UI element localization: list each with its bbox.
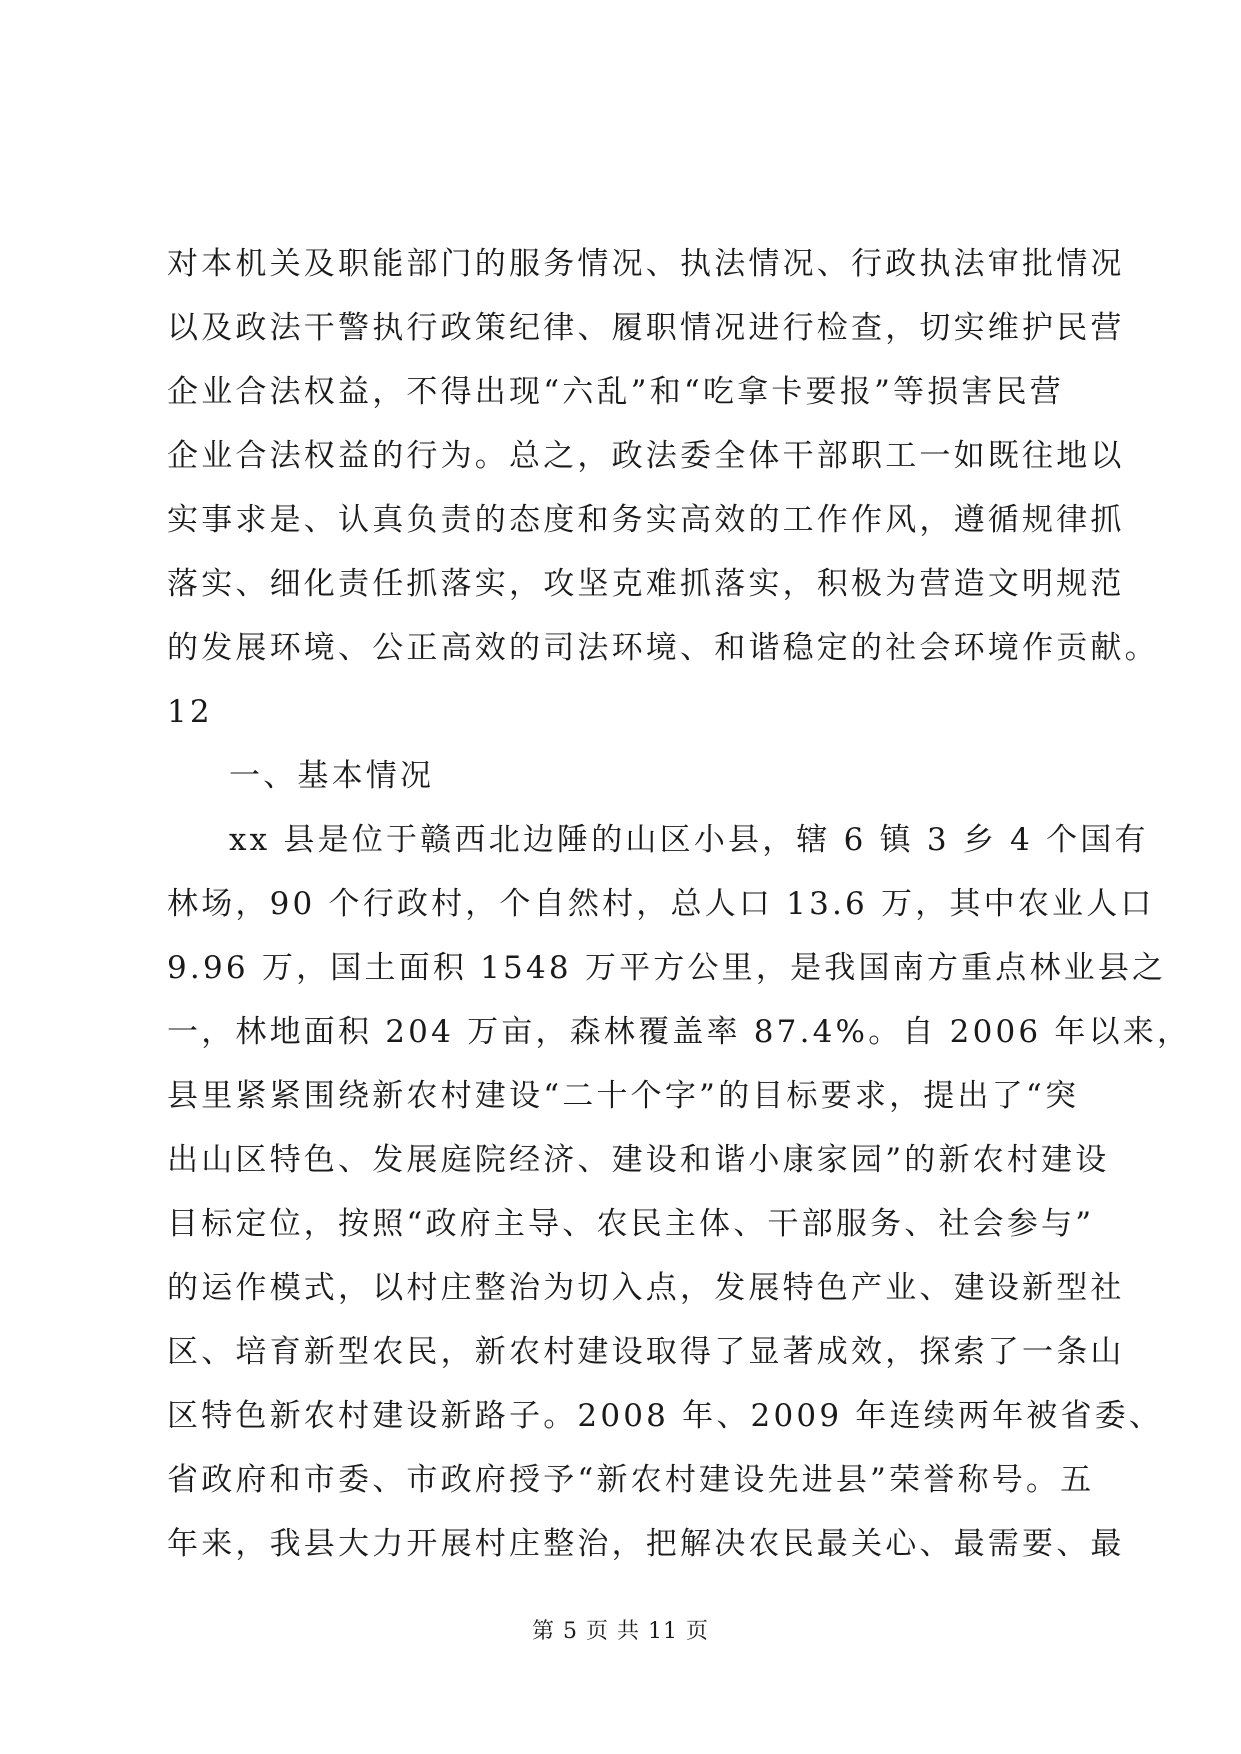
text-line: 县里紧紧围绕新农村建设“二十个字”的目标要求，提出了“突 [167, 1078, 1080, 1114]
section-heading: 一、基本情况 [229, 758, 435, 794]
text-line: xx 县是位于赣西北边陲的山区小县，辖 6 镇 3 乡 4 个国有 [229, 822, 1149, 858]
text-line: 林场，90 个行政村，个自然村，总人口 13.6 万，其中农业人口 [167, 886, 1155, 922]
text-line: 年来，我县大力开展村庄整治，把解决农民最关心、最需要、最 [167, 1526, 1125, 1562]
text-line: 9.96 万，国土面积 1548 万平方公里，是我国南方重点林业县之 [167, 950, 1167, 986]
text-line: 落实、细化责任抓落实，攻坚克难抓落实，积极为营造文明规范 [167, 566, 1125, 602]
page-footer [0, 1614, 1241, 1645]
text-line: 区特色新农村建设新路子。2008 年、2009 年连续两年被省委、 [167, 1398, 1164, 1434]
text-line: 以及政法干警执行政策纪律、履职情况进行检查，切实维护民营 [167, 310, 1125, 346]
text-line: 一，林地面积 204 万亩，森林覆盖率 87.4%。自 2006 年以来， [167, 1014, 1192, 1050]
text-line: 企业合法权益的行为。总之，政法委全体干部职工一如既往地以 [167, 438, 1125, 474]
page-number-label: 第 5 页 共 11 页 [532, 1619, 709, 1644]
text-line: 省政府和市委、市政府授予“新农村建设先进县”荣誉称号。五 [167, 1462, 1095, 1498]
text-line: 对本机关及职能部门的服务情况、执法情况、行政执法审批情况 [167, 246, 1125, 282]
text-line: 出山区特色、发展庭院经济、建设和谐小康家园”的新农村建设 [167, 1142, 1110, 1178]
text-line: 的发展环境、公正高效的司法环境、和谐稳定的社会环境作贡献。 [167, 630, 1159, 666]
text-line: 12 [167, 694, 213, 730]
text-line: 区、培育新型农民，新农村建设取得了显著成效，探索了一条山 [167, 1334, 1125, 1370]
text-line: 实事求是、认真负责的态度和务实高效的工作作风，遵循规律抓 [167, 502, 1125, 538]
body-text [167, 232, 1192, 1576]
text-line: 目标定位，按照“政府主导、农民主体、干部服务、社会参与” [167, 1206, 1095, 1242]
text-line: 企业合法权益，不得出现“六乱”和“吃拿卡要报”等损害民营 [167, 374, 1064, 410]
text-line: 的运作模式，以村庄整治为切入点，发展特色产业、建设新型社 [167, 1270, 1125, 1306]
